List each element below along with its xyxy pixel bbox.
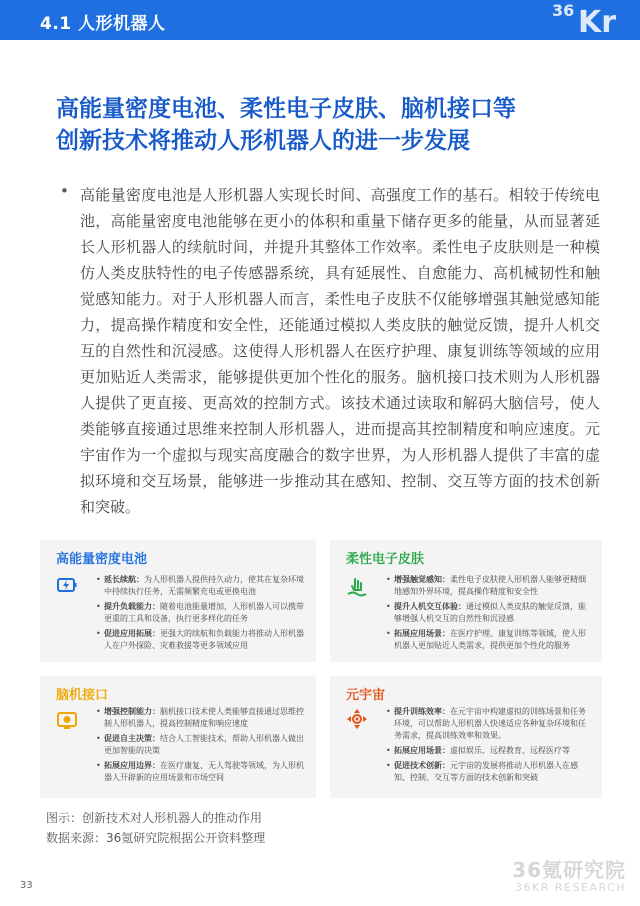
bullet-marker: • xyxy=(60,182,69,200)
list-item: • 促进技术创新：元宇宙的发展将推动人形机器人在感知、控制、交互等方面的技术创新和突破 xyxy=(386,760,590,784)
card-skin-title: 柔性电子皮肤 xyxy=(346,552,425,567)
card-skin xyxy=(330,540,602,662)
list-item: • 拓展应用场景：在医疗护理、康复训练等领域，使人形机器人更加贴近人类需求，提供更加个性化的服务 xyxy=(386,628,590,652)
list-item: • 拓展应用场景：虚拟娱乐、远程教育、远程医疗等 xyxy=(386,745,590,757)
list-item: • 提升人机交互体验：通过模拟人类皮肤的触觉反馈，能够增强人机交互的自然性和沉浸感 xyxy=(386,601,590,625)
figure-caption: 图示：创新技术对人形机器人的推动作用 xyxy=(46,811,263,825)
card-battery-list xyxy=(96,574,304,655)
card-battery xyxy=(40,540,316,662)
metaverse-compass-icon xyxy=(346,708,368,730)
watermark-en: 36KR RESEARCH xyxy=(515,881,626,894)
list-item: • 延长续航：为人形机器人提供持久动力，使其在复杂环境中持续执行任务，无需频繁充电或更换电池 xyxy=(96,574,304,598)
page-header xyxy=(0,0,640,40)
logo-letters: Kr xyxy=(578,5,617,40)
source-caption: 数据来源：36氪研究院根据公开资料整理 xyxy=(46,831,266,845)
brain-monitor-icon xyxy=(56,710,78,732)
list-item: • 促进自主决策：结合人工智能技术，帮助人形机器人做出更加智能的决策 xyxy=(96,733,304,757)
section-title: 4.1 人形机器人 xyxy=(40,14,166,34)
list-item: • 增强触觉感知：柔性电子皮肤使人形机器人能够更精细地感知外界环境，提高操作精度和安全性 xyxy=(386,574,590,598)
list-item: • 增强控制能力：脑机接口技术使人类能够直接通过思维控制人形机器人，提高控制精度和响应速度 xyxy=(96,706,304,730)
card-bci xyxy=(40,676,316,798)
brand-logo xyxy=(540,0,620,40)
list-item: • 促进应用拓展：更强大的续航和负载能力将推动人形机器人在户外探险、灾难救援等更多领域应用 xyxy=(96,628,304,652)
list-item: • 提升负载能力：随着电池能量增加，人形机器人可以携带更重的工具和设备，执行更多样化的任务 xyxy=(96,601,304,625)
card-battery-title: 高能量密度电池 xyxy=(56,552,148,567)
battery-charge-icon xyxy=(56,574,78,596)
body-paragraph: 高能量密度电池是人形机器人实现长时间、高强度工作的基石。相较于传统电池，高能量密度电池能够在更小的体积和重量下储存更多的能量，从而显著延长人形机器人的续航时间，并提升其整体工作效率。柔性电子皮肤则是一种模仿人类皮肤特性的电子传感器系统，具有延展性、自愈能力、高机械韧性和触觉感知能力。对于人形机器人而言，柔性电子皮肤不仅能够增强其触觉感知能力，提高操作精度和安全性，还能通过模拟人类皮肤的触觉反馈，提升人机交互的自然性和沉浸感。这使得人形机器人在医疗护理、康复训练等领域的应用更加贴近人类需求，能够提供更加个性化的服务。脑机接口技术则为人形机器人提供了更直接、更高效的控制方式。该技术通过读取和解码大脑信号，使人类能够直接通过思维来控制人形机器人，进而提高其控制精度和响应速度。元宇宙作为一个虚拟与现实高度融合的数字世界，为人形机器人提供了丰富的虚拟环境和交互场景，能够进一步推动其在感知、控制、交互等方面的技术创新和突破。 xyxy=(80,186,600,516)
card-metaverse xyxy=(330,676,602,798)
watermark-cn: 36氪研究院 xyxy=(512,858,626,882)
card-metaverse-list xyxy=(386,706,590,787)
page-title xyxy=(56,93,596,157)
list-item: • 拓展应用边界：在医疗康复、无人驾驶等领域，为人形机器人开辟新的应用场景和市场空间 xyxy=(96,760,304,784)
hand-touch-icon xyxy=(346,576,368,598)
card-metaverse-title: 元宇宙 xyxy=(346,688,386,703)
title-line-2: 创新技术将推动人形机器人的进一步发展 xyxy=(56,128,470,154)
title-line-1: 高能量密度电池、柔性电子皮肤、脑机接口等 xyxy=(56,96,516,122)
logo-number: 36 xyxy=(552,1,575,20)
card-bci-list xyxy=(96,706,304,787)
page-number: 33 xyxy=(20,880,33,891)
list-item: • 提升训练效率：在元宇宙中构建虚拟的训练场景和任务环境，可以帮助人形机器人快速适应各种复杂环境和任务需求，提高训练效率和效果。 xyxy=(386,706,590,742)
card-bci-title: 脑机接口 xyxy=(56,688,109,703)
card-skin-list xyxy=(386,574,590,655)
watermark xyxy=(512,854,626,894)
